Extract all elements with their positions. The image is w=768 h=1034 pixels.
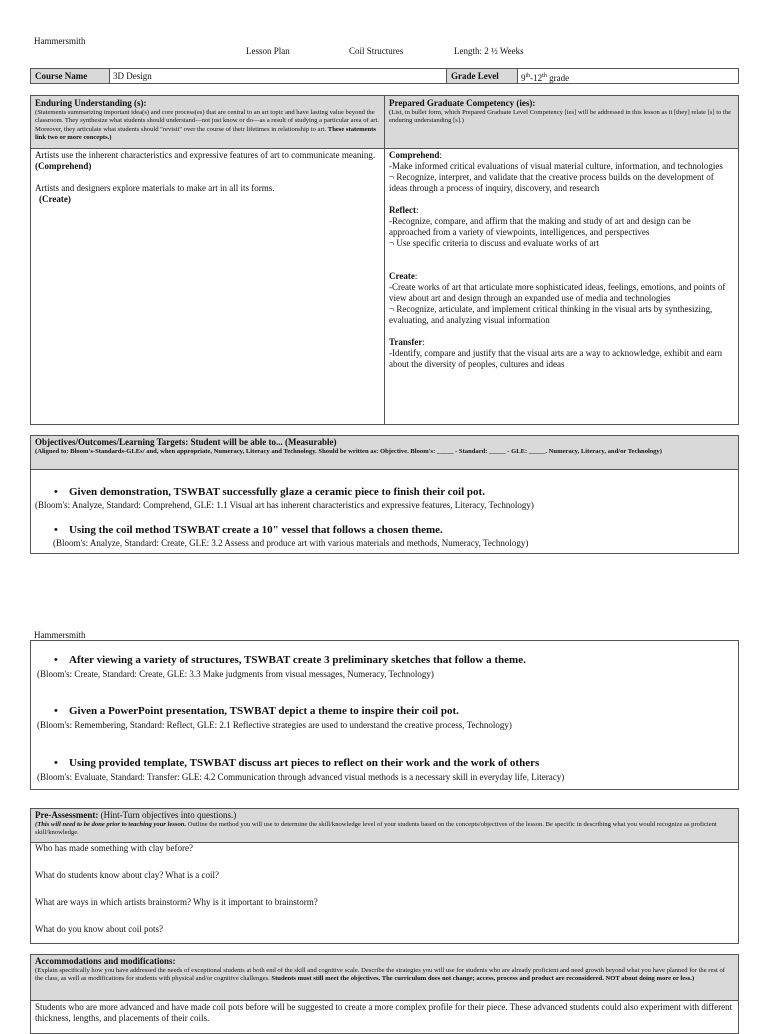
enduring-body [35, 150, 380, 205]
objective-5-detail: (Bloom's: Evaluate, Standard: Transfer: GLE: 4.2 Communication through advanced visual methods is a necessary skill in everyday life, Literacy) [37, 772, 565, 782]
competency-title: Prepared Graduate Competency (ies): [389, 98, 536, 108]
pre-assessment-questions [35, 843, 733, 935]
objective-5: • Using provided template, TSWBAT discuss art pieces to reflect on their work and the work of others [69, 757, 539, 769]
comprehend-item-1: -Make informed critical evaluations of visual material culture, information, and technologies [389, 161, 723, 171]
objective-4: • Given a PowerPoint presentation, TSWBAT depict a theme to inspire their coil pot. [69, 705, 459, 717]
reflect-item-1: -Recognize, compare, and affirm that the making and study of art and design can be approached from a variety of viewpoints, intelligences, and perspectives [389, 216, 691, 237]
author-name: Hammersmith [34, 36, 86, 46]
pre-question-4: What do you know about coil pots? [35, 924, 163, 934]
reflect-item-2: ¬ Use specific criteria to discuss and evaluate works of art [389, 238, 600, 248]
pre-assessment-header-row [31, 809, 738, 843]
course-name-label: Course Name [35, 71, 88, 81]
enduring-header [35, 98, 380, 142]
enduring-title: Enduring Understanding (s): [35, 98, 147, 108]
create-item-2: ¬ Recognize, articulate, and implement critical thinking in the visual arts by synthesizing, evaluating, and analyzing visual information [389, 304, 713, 325]
accommodations-table [30, 954, 739, 1034]
accommodations-instructions: (Explain specifically how you have addressed the needs of exceptional students at both end of the skill and cognitive scale. Describe the strategies you will use for students who are already proficient and need growth beyond what you have planned for the rest of the class, as well as modifications for students with physical and/or cognitive challenges. Students must still meet the objectives. The curriculum does not change; access, process and product are reconsidered. NOT about doing more or less.) [35, 967, 725, 983]
lesson-length: Length: 2 ½ Weeks [454, 46, 524, 56]
course-row [30, 68, 739, 84]
objectives-continued [30, 640, 739, 790]
course-name-label-cell [31, 69, 110, 83]
objectives-instructions: (Aligned to: Bloom's-Standards-GLEs/ and, when appropriate, Numeracy, Literacy and Technology. Should be written as: Objective. Bloom's: _____ - Standard: _____ - GLE: _____. Numeracy, Literacy, and/or Technology) [35, 448, 662, 455]
accommodations-title: Accommodations and modifications: [35, 956, 176, 966]
unit-title: Coil Structures [349, 46, 404, 56]
understanding-table [30, 95, 739, 425]
pre-assessment-table [30, 808, 739, 944]
pre-question-2: What do students know about clay? What is a coil? [35, 870, 220, 880]
create-item-1: -Create works of art that articulate more sophisticated ideas, feelings, emotions, and points of view about art and design through an expanded use of media and technologies [389, 282, 726, 303]
accommodations-header-row [31, 955, 738, 1001]
pre-question-3: What are ways in which artists brainstorm? Why is it important to brainstorm? [35, 897, 318, 907]
transfer-label: Transfer: [389, 337, 425, 347]
objective-2: • Using the coil method TSWBAT create a 10" vessel that follows a chosen theme. [69, 524, 443, 536]
reflect-label: Reflect: [389, 205, 419, 215]
column-divider [384, 96, 385, 424]
enduring-line-1-tag: (Comprehend) [35, 161, 92, 171]
objective-4-detail: (Bloom's: Remembering, Standard: Reflect, GLE: 2.1 Reflective strategies are used to understand the creative process, Technology) [37, 720, 512, 730]
doc-type: Lesson Plan [246, 46, 290, 56]
objective-1: • Given demonstration, TSWBAT successfully glaze a ceramic piece to finish their coil pot. [69, 486, 485, 498]
competency-instructions: (List, in bullet form, which Prepared Graduate Level Competency [ies] will be addressed in this lesson as it [they] relate [s] to the enduring understanding [s].) [389, 109, 732, 125]
grade-level-value: 9th-12th grade [521, 73, 570, 83]
objective-1-detail: (Bloom's: Analyze, Standard: Comprehend, GLE: 1.1 Visual art has inherent characteristics and expressive features, Literacy, Technology) [35, 500, 534, 510]
enduring-line-2: Artists and designers explore materials to make art in all its forms. [35, 183, 275, 193]
pre-question-1: Who has made something with clay before? [35, 843, 193, 853]
page2-author: Hammersmith [34, 630, 86, 640]
objective-3: • After viewing a variety of structures, TSWBAT create 3 preliminary sketches that follow a theme. [69, 654, 526, 666]
enduring-instructions: (Statements summarizing important idea(s) and core process(es) that are central to an art topic and have lasting value beyond the classroom. They synthesize what students should understand—not just know or do—as a result of studying a particular area of art. Moreover, they articulate what students should "revisit" over the course of their lifetimes in relationship to art. These statements link two or more concepts.) [35, 109, 379, 141]
accommodations-body: Students who are more advanced and have made coil pots before will be suggested to create a more complex profile for their piece. These advanced students could also experiment with different thickness, lengths, and placements of their coils. [35, 1002, 733, 1023]
transfer-item-1: -Identify, compare and justify that the visual arts are a way to acknowledge, exhibit and earn about the diversity of peoples, cultures and ideas [389, 348, 723, 369]
grade-level-label: Grade Level [451, 71, 499, 81]
course-name-value: 3D Design [113, 71, 152, 81]
pre-assessment-title: Pre-Assessment: (Hint-Turn objectives into questions.) [35, 810, 237, 820]
grade-label-cell [446, 69, 518, 83]
pre-assessment-instructions: (This will need to be done prior to teaching your lesson. Outline the method you will use to determine the skill/knowledge level of your students based on the concepts/objectives of the lesson. Be specific in describing what you would recognize as proficient skill/knowledge. [35, 821, 717, 837]
objective-2-detail: (Bloom's: Analyze, Standard: Create, GLE: 3.2 Assess and produce art with various materials and methods, Numeracy, Technology) [53, 538, 529, 548]
enduring-line-1: Artists use the inherent characteristics and expressive features of art to communicate meaning. [35, 150, 376, 160]
enduring-line-2-tag: (Create) [39, 194, 71, 204]
create-label: Create: [389, 271, 418, 281]
competency-body [389, 150, 734, 370]
objectives-header-row [31, 436, 738, 470]
competency-header [389, 98, 734, 126]
objectives-table [30, 435, 739, 554]
objectives-title: Objectives/Outcomes/Learning Targets: Student will be able to... (Measurable) [35, 437, 337, 447]
comprehend-item-2: ¬ Recognize, interpret, and validate that the creative process builds on the development of ideas through a process of inquiry, discovery, and research [389, 172, 714, 193]
objective-3-detail: (Bloom's: Create, Standard: Create, GLE: 3.3 Make judgments from visual messages, Numeracy, Technology) [37, 669, 434, 679]
comprehend-label: Comprehend: [389, 150, 442, 160]
